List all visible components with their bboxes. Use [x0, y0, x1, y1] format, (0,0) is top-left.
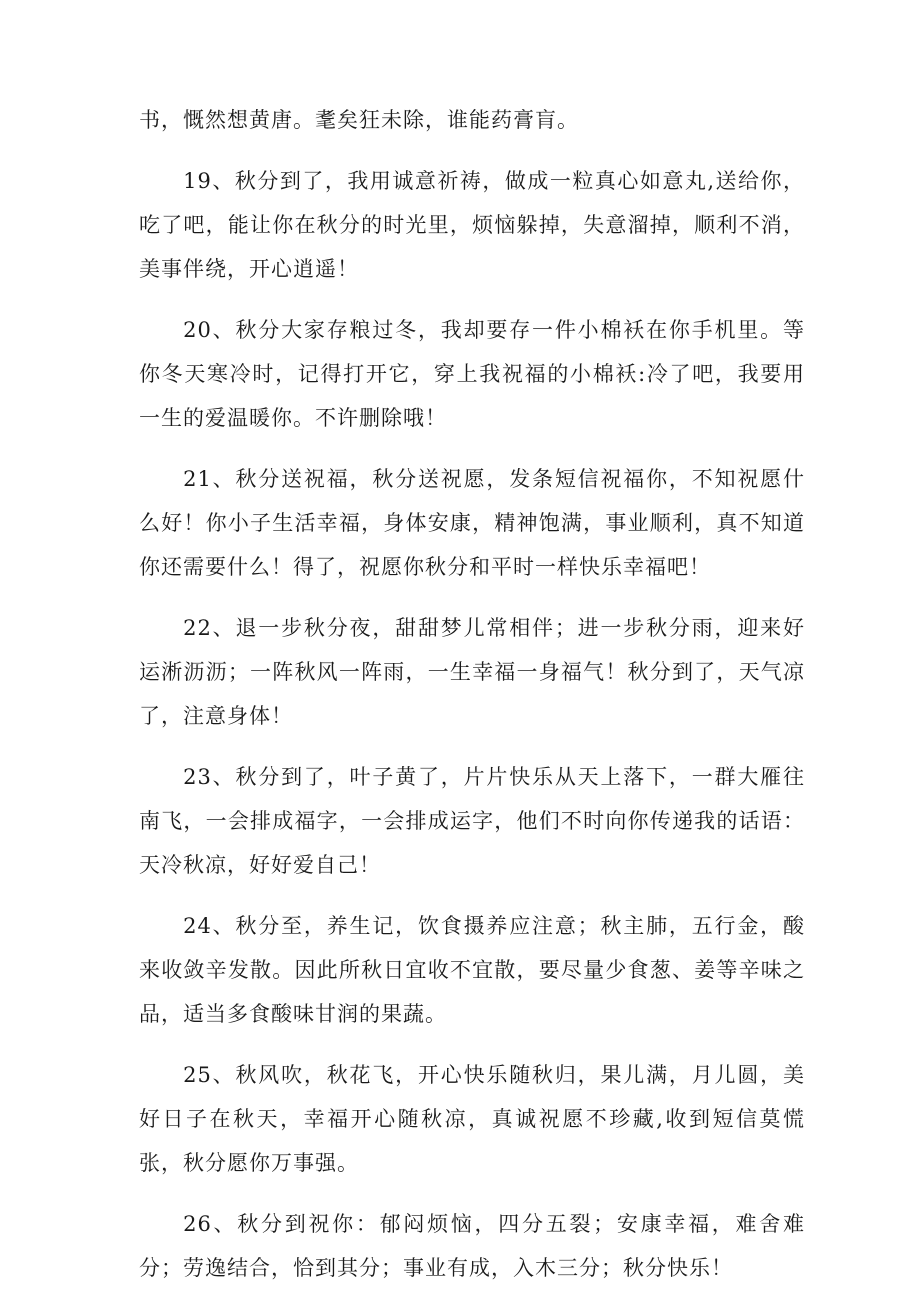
paragraph-25: 25、秋风吹，秋花飞，开心快乐随秋归，果儿满，月儿圆，美好日子在秋天，幸福开心随秋凉，真诚祝愿不珍藏,收到短信莫慌张，秋分愿你万事强。	[139, 1063, 805, 1175]
paragraph-19: 19、秋分到了，我用诚意祈祷，做成一粒真心如意丸,送给你，吃了吧，能让你在秋分的时光里，烦恼躲掉，失意溜掉，顺利不消，美事伴绕，开心逍遥！	[139, 169, 805, 281]
paragraph-26: 26、秋分到祝你：郁闷烦恼，四分五裂；安康幸福，难舍难分；劳逸结合，恰到其分；事业有成，入木三分；秋分快乐！	[139, 1212, 805, 1280]
paragraph-20: 20、秋分大家存粮过冬，我却要存一件小棉袄在你手机里。等你冬天寒冷时，记得打开它，穿上我祝福的小棉袄:冷了吧，我要用一生的爱温暖你。不许删除哦！	[139, 318, 805, 430]
paragraph-22: 22、退一步秋分夜，甜甜梦儿常相伴；进一步秋分雨，迎来好运淅沥沥；一阵秋风一阵雨，一生幸福一身福气！秋分到了，天气凉了，注意身体！	[139, 616, 805, 728]
paragraph-24: 24、秋分至，养生记，饮食摄养应注意；秋主肺，五行金，酸来收敛辛发散。因此所秋日宜收不宜散，要尽量少食葱、姜等辛味之品，适当多食酸味甘润的果蔬。	[139, 914, 805, 1026]
paragraph-21: 21、秋分送祝福，秋分送祝愿，发条短信祝福你，不知祝愿什么好！你小子生活幸福，身体安康，精神饱满，事业顺利，真不知道你还需要什么！得了，祝愿你秋分和平时一样快乐幸福吧！	[139, 467, 805, 579]
document-body	[139, 98, 805, 1307]
paragraph-continuation: 书，慨然想黄唐。耄矣狂未除，谁能药膏肓。	[139, 108, 579, 132]
paragraph-23: 23、秋分到了，叶子黄了，片片快乐从天上落下，一群大雁往南飞，一会排成福字，一会排成运字，他们不时向你传递我的话语：天冷秋凉，好好爱自己！	[139, 765, 805, 877]
